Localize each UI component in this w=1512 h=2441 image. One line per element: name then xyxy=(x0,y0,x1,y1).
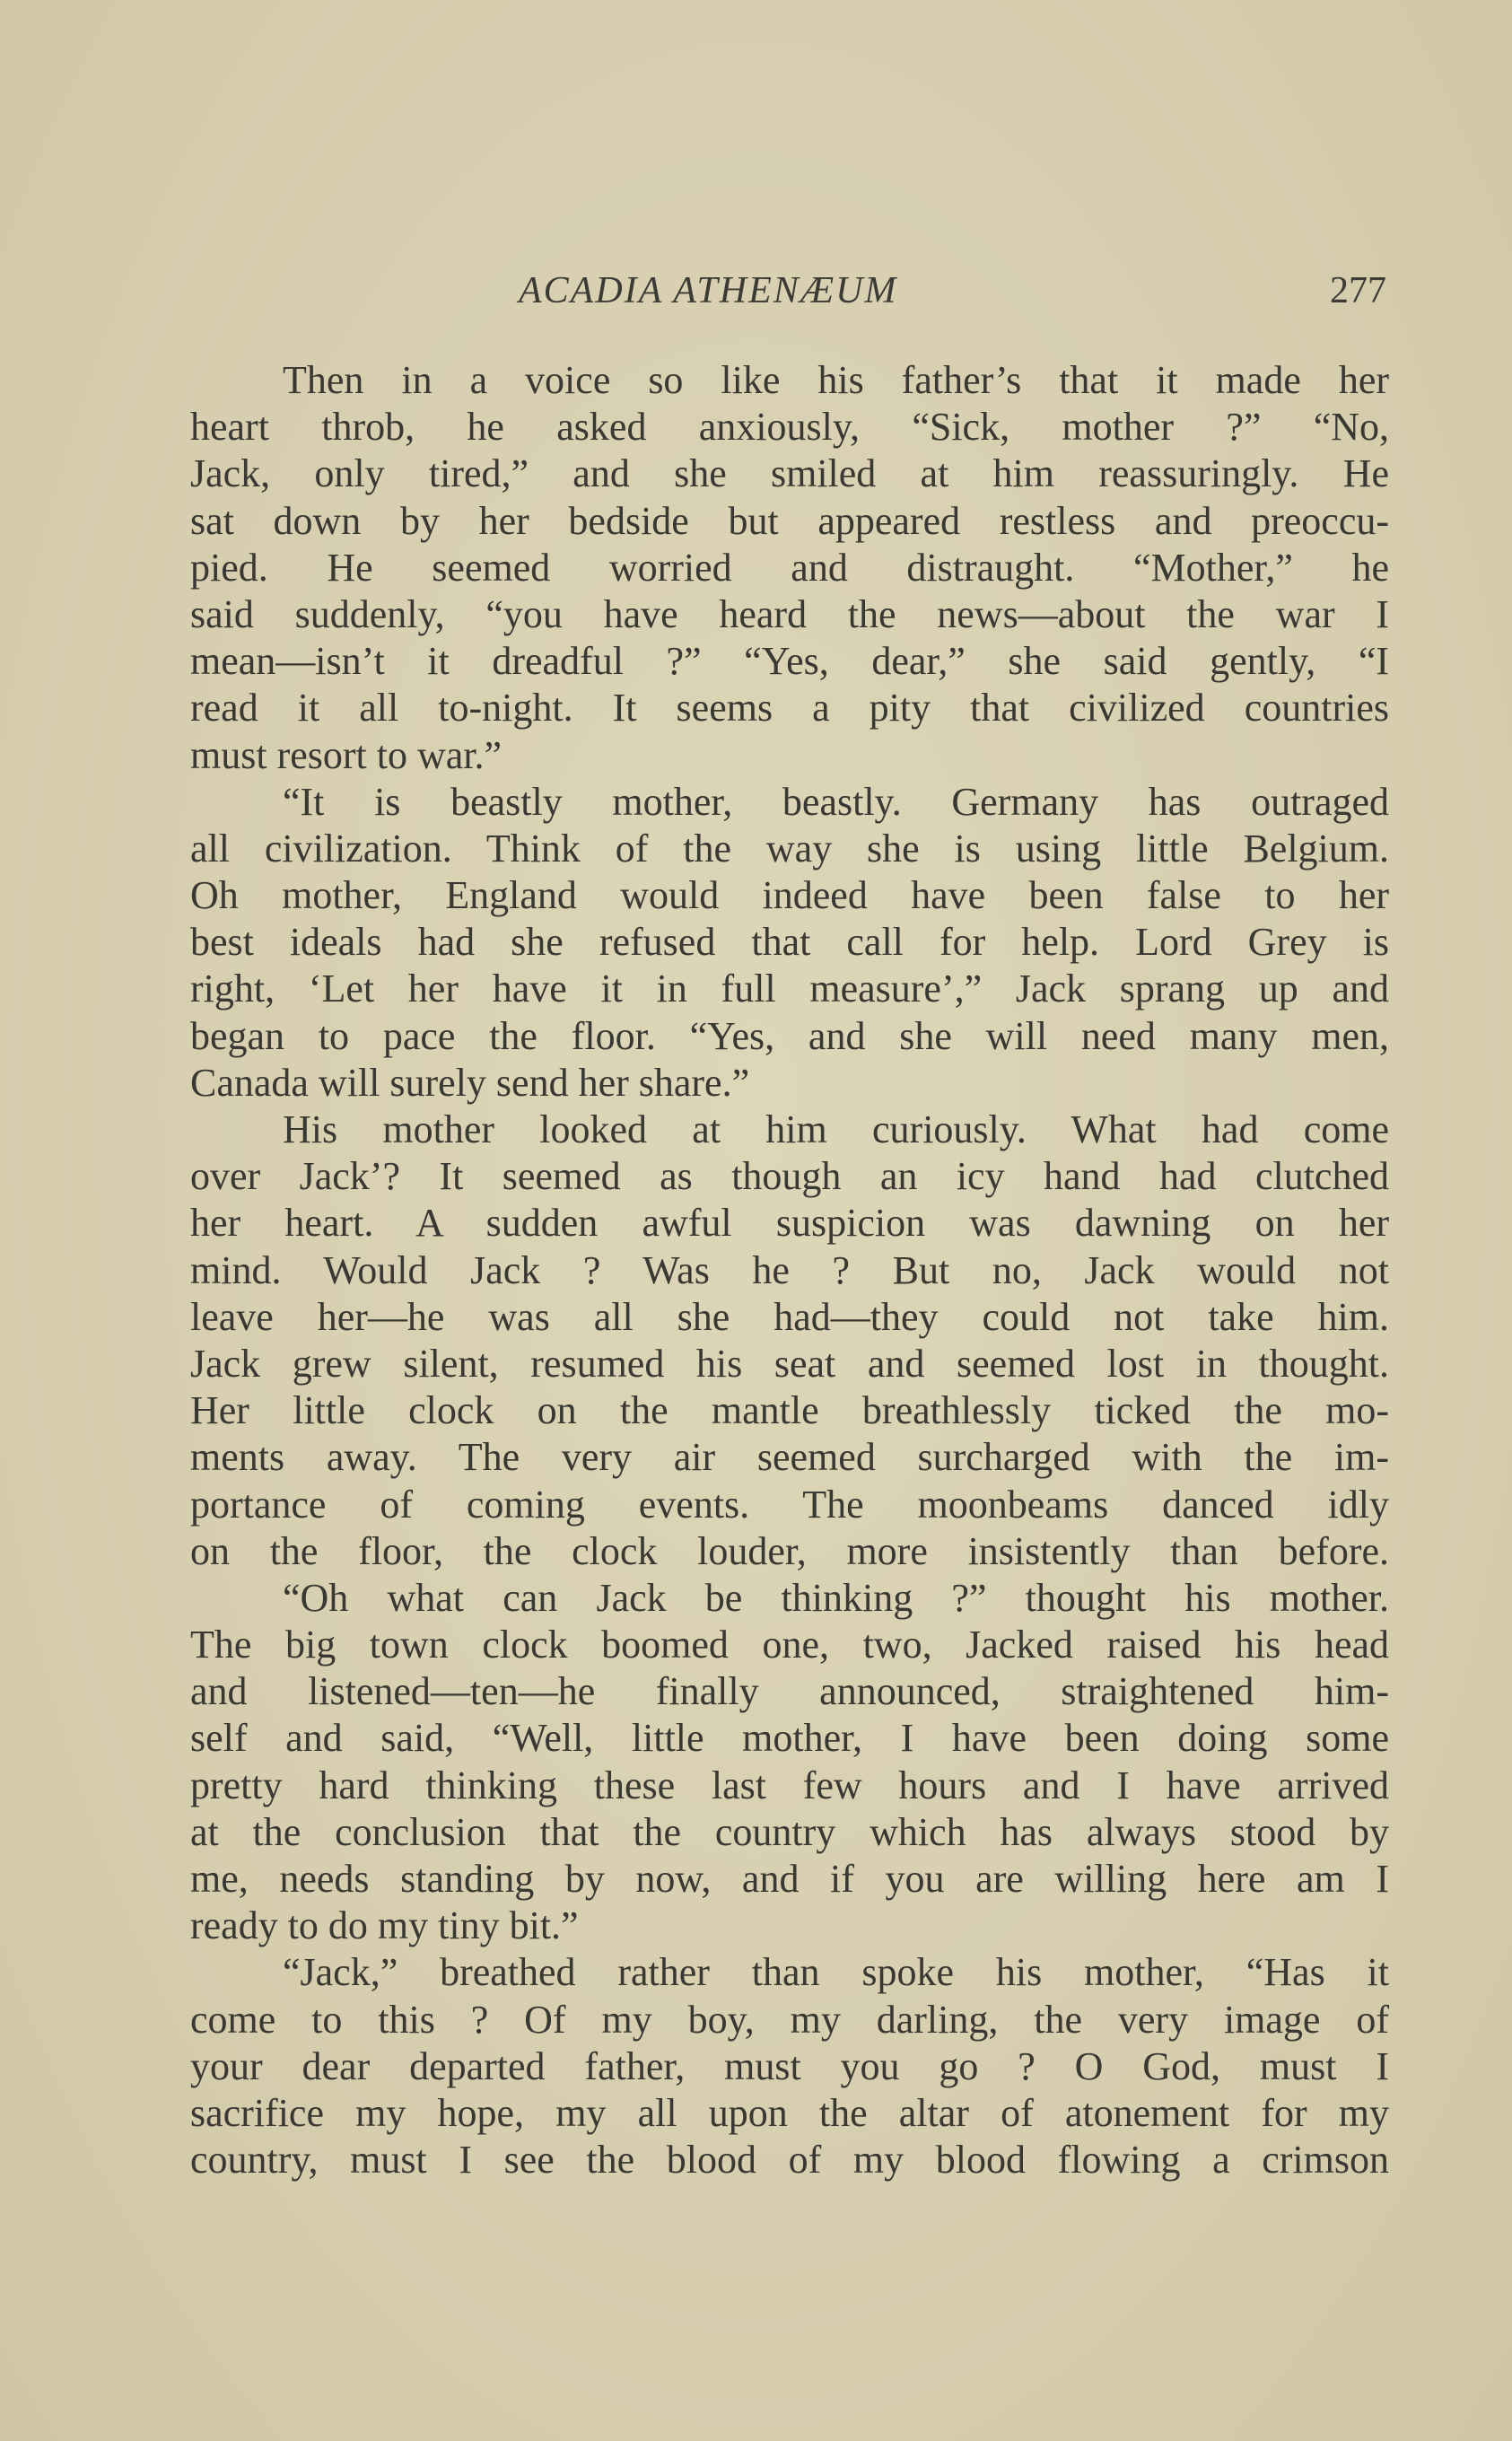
text-line: best ideals had she refused that call for help. Lord Grey is xyxy=(190,920,1389,965)
text-line: sacrifice my hope, my all upon the altar of atonement for my xyxy=(190,2090,1389,2135)
running-title: ACADIA ATHENÆUM xyxy=(519,270,898,311)
text-line: pretty hard thinking these last few hours and I have arrived xyxy=(190,1763,1389,1807)
text-line: Oh mother, England would indeed have been false to her xyxy=(190,873,1389,918)
text-line: Canada will surely send her share.” xyxy=(190,1060,750,1105)
body-text xyxy=(190,357,1389,2183)
page-header xyxy=(179,269,1386,323)
text-line: mind. Would Jack ? Was he ? But no, Jack would not xyxy=(190,1247,1389,1292)
page-number: 277 xyxy=(1330,270,1386,311)
text-line: “It is beastly mother, beastly. Germany has outraged xyxy=(283,779,1389,824)
text-line: on the floor, the clock louder, more insistently than before. xyxy=(190,1528,1389,1573)
text-line: me, needs standing by now, and if you are willing here am I xyxy=(190,1857,1389,1901)
text-line: at the conclusion that the country which has always stood by xyxy=(190,1809,1389,1854)
text-line: Her little clock on the mantle breathlessly ticked the mo- xyxy=(190,1388,1389,1433)
text-line: “Oh what can Jack be thinking ?” thought his mother. xyxy=(283,1575,1389,1620)
text-line: ready to do my tiny bit.” xyxy=(190,1903,579,1948)
text-line: The big town clock boomed one, two, Jacked raised his head xyxy=(190,1623,1389,1667)
text-line: right, ‘Let her have it in full measure’,” Jack sprang up and xyxy=(190,967,1389,1011)
text-line: read it all to-night. It seems a pity that civilized countries xyxy=(190,686,1389,731)
text-line: over Jack’? It seemed as though an icy hand had clutched xyxy=(190,1154,1389,1199)
text-line: all civilization. Think of the way she is using little Belgium. xyxy=(190,826,1389,871)
text-line: sat down by her bedside but appeared restless and preoccu- xyxy=(190,498,1389,543)
text-line: began to pace the floor. “Yes, and she will need many men, xyxy=(190,1013,1389,1058)
text-line: said suddenly, “you have heard the news—about the war I xyxy=(190,591,1389,636)
text-line: come to this ? Of my boy, my darling, the very image of xyxy=(190,1997,1389,2042)
text-line: self and said, “Well, little mother, I have been doing some xyxy=(190,1716,1389,1761)
text-line: pied. He seemed worried and distraught. “Mother,” he xyxy=(190,545,1389,590)
text-line: leave her—he was all she had—they could not take him. xyxy=(190,1294,1389,1339)
text-line: ments away. The very air seemed surcharged with the im- xyxy=(190,1435,1389,1480)
text-line: country, must I see the blood of my blood flowing a crimson xyxy=(190,2138,1389,2183)
text-line: your dear departed father, must you go ? O God, must I xyxy=(190,2043,1389,2088)
text-line: heart throb, he asked anxiously, “Sick, mother ?” “No, xyxy=(190,405,1389,450)
text-line: Then in a voice so like his father’s that it made her xyxy=(283,358,1389,402)
text-line: and listened—ten—he finally announced, straightened him- xyxy=(190,1669,1389,1714)
text-line: His mother looked at him curiously. What had come xyxy=(283,1107,1389,1151)
text-line: mean—isn’t it dreadful ?” “Yes, dear,” she said gently, “I xyxy=(190,639,1389,684)
text-line: “Jack,” breathed rather than spoke his mother, “Has it xyxy=(283,1950,1389,1995)
text-line: her heart. A sudden awful suspicion was dawning on her xyxy=(190,1201,1389,1246)
text-line: must resort to war.” xyxy=(190,732,503,777)
text-line: Jack, only tired,” and she smiled at him reassuringly. He xyxy=(190,451,1389,496)
text-line: Jack grew silent, resumed his seat and seemed lost in thought. xyxy=(190,1341,1389,1386)
text-line: portance of coming events. The moonbeams danced idly xyxy=(190,1482,1389,1527)
